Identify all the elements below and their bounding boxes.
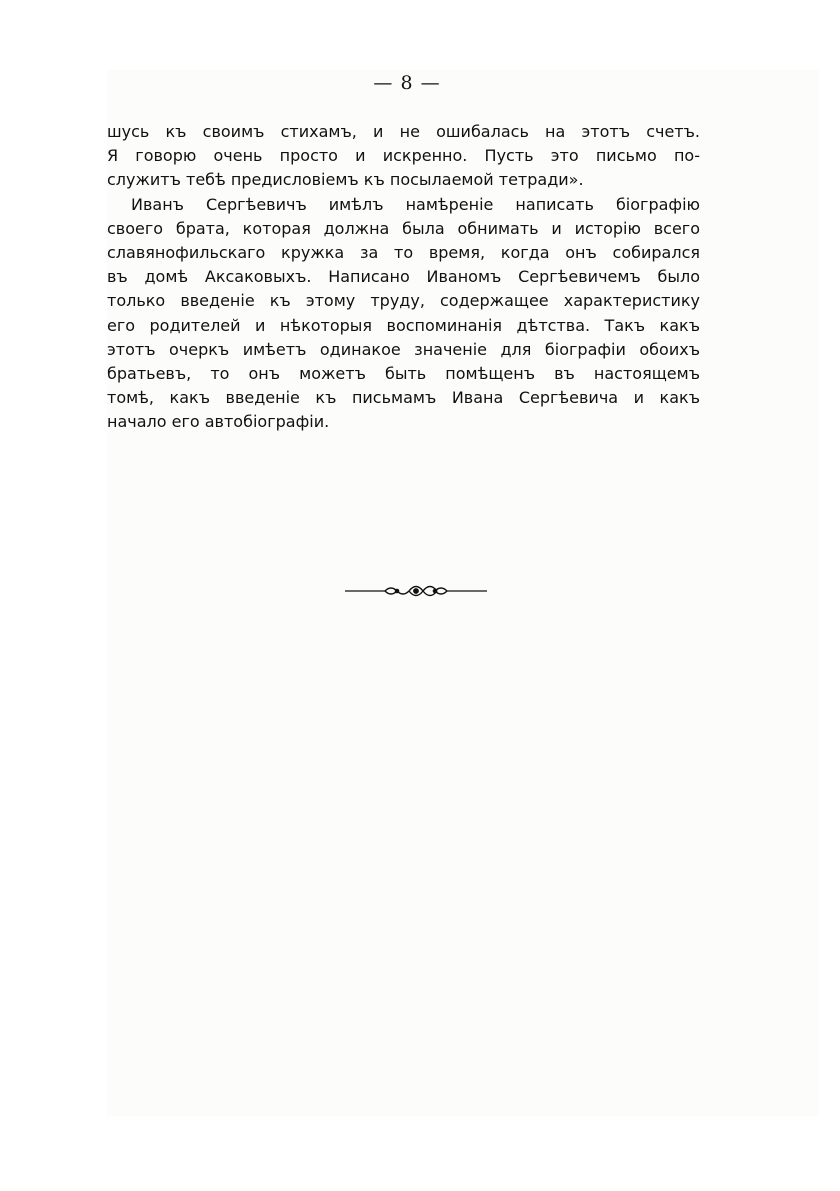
text-line: Я говорю очень просто и искренно. Пусть это письмо по- (107, 146, 700, 166)
text-line: славянофильскаго кружка за то время, когда онъ собирался (107, 242, 700, 262)
text-line: шусь къ своимъ стихамъ, и не ошибалась на этотъ счетъ. (107, 122, 700, 141)
text-line: братьевъ, то онъ можетъ быть помѣщенъ въ настоящемъ (107, 363, 700, 383)
fleuron-divider-icon (345, 578, 487, 604)
text-line: своего брата, которая должна была обнимать и исторію всего (107, 218, 700, 238)
text-line: начало его автобіографіи. (107, 412, 330, 432)
text-line: только введеніе къ этому труду, содержащее характеристику (107, 291, 700, 311)
page-number: — 8 — (373, 72, 441, 94)
text-line: его родителей и нѣкоторыя воспоминанія дѣтства. Такъ какъ (107, 315, 700, 335)
text-line: томѣ, какъ введеніе къ письмамъ Ивана Сергѣевича и какъ (107, 388, 700, 408)
body-text (107, 120, 700, 434)
text-line: въ домѣ Аксаковыхъ. Написано Иваномъ Сергѣевичемъ было (107, 267, 700, 287)
text-line: служитъ тебѣ предисловіемъ къ посылаемой тетради». (107, 170, 584, 190)
text-line: этотъ очеркъ имѣетъ одинакое значеніе для біографіи обоихъ (107, 339, 700, 359)
text-line: Иванъ Сергѣевичъ имѣлъ намѣреніе написать біографію (131, 194, 700, 214)
